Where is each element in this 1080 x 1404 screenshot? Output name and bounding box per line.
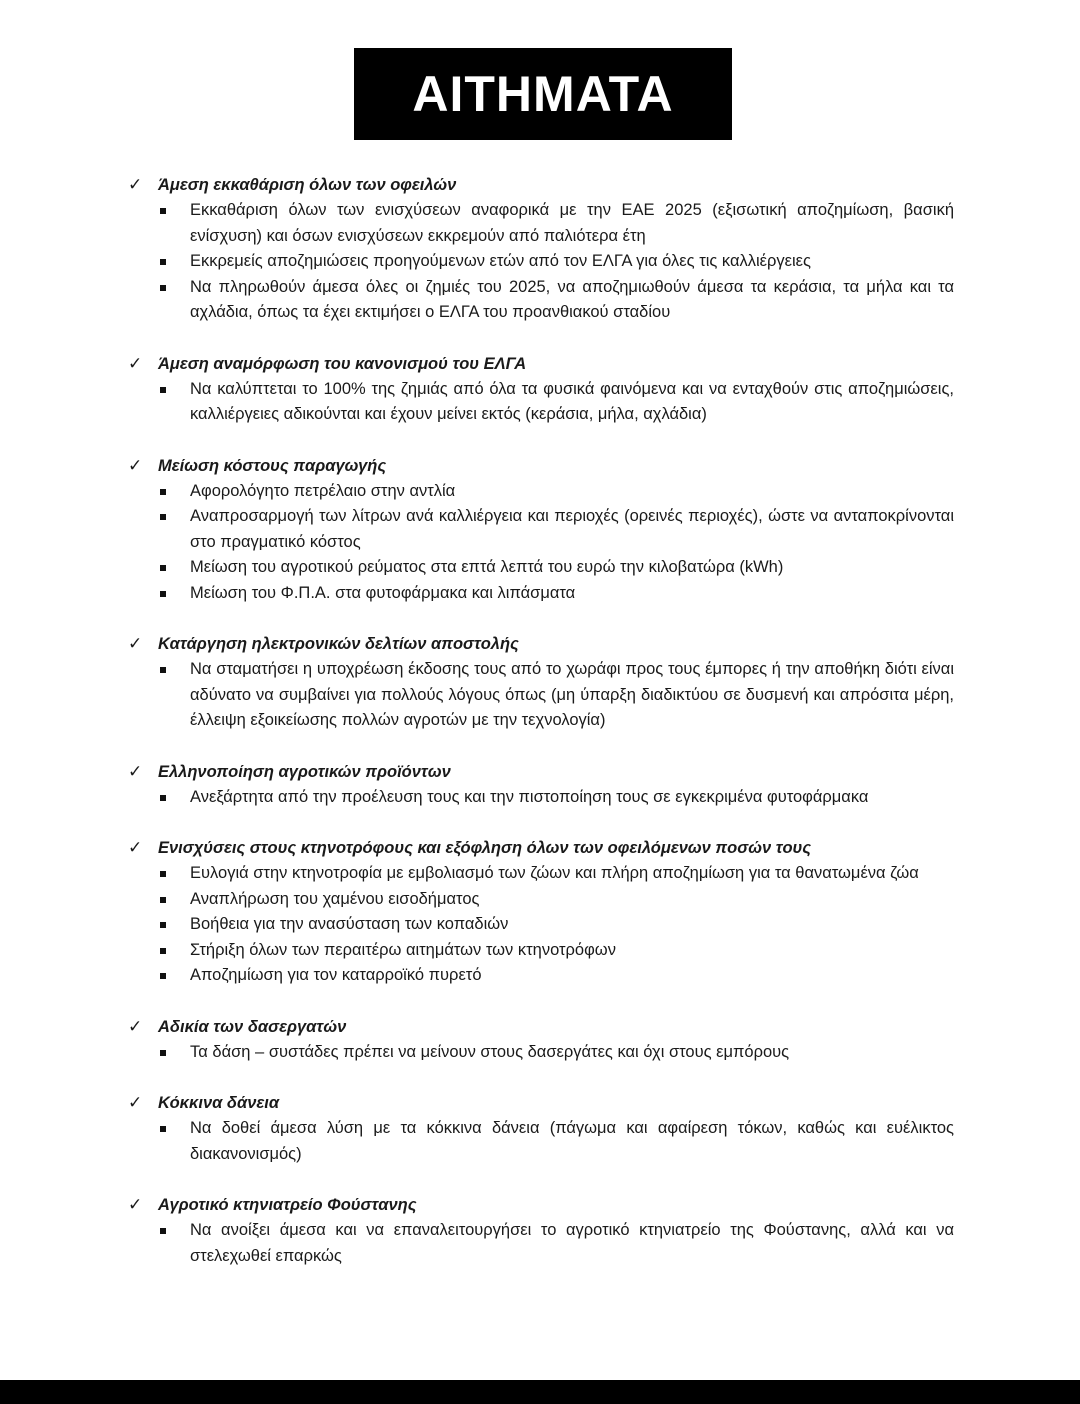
- list-item-text: Αφορολόγητο πετρέλαιο στην αντλία: [190, 481, 456, 500]
- section-heading: [128, 351, 954, 377]
- section-title: Ενισχύσεις στους κτηνοτρόφους και εξόφληση όλων των οφειλόμενων ποσών τους: [158, 839, 812, 857]
- section-heading: [128, 1192, 954, 1218]
- square-bullet-icon: [128, 1040, 190, 1066]
- demand-section: [128, 351, 954, 428]
- demand-section: [128, 453, 954, 607]
- section-title: Ελληνοποίηση αγροτικών προϊόντων: [158, 762, 451, 781]
- square-bullet-icon: [128, 504, 190, 530]
- square-bullet-icon: [128, 198, 190, 224]
- square-bullet-icon: [128, 887, 190, 913]
- section-title: Κόκκινα δάνεια: [158, 1094, 280, 1112]
- section-heading: [128, 1090, 954, 1116]
- list-item: [128, 581, 954, 607]
- list-item: [128, 657, 954, 734]
- section-title: Αγροτικό κτηνιατρείο Φούστανης: [158, 1196, 417, 1214]
- square-bullet-icon: [128, 861, 190, 887]
- demand-section: [128, 759, 954, 811]
- checkmark-icon: ✓: [128, 175, 143, 194]
- list-item-text: Στήριξη όλων των περαιτέρω αιτημάτων των κτηνοτρόφων: [190, 940, 616, 959]
- square-bullet-icon: [128, 963, 190, 989]
- section-items: [128, 377, 954, 428]
- square-bullet-icon: [128, 479, 190, 505]
- demand-section: [128, 631, 954, 734]
- list-item-text: Τα δάση – συστάδες πρέπει να μείνουν στους δασεργάτες και όχι στους εμπόρους: [190, 1042, 790, 1061]
- section-title: Άμεση αναμόρφωση του κανονισμού του ΕΛΓΑ: [158, 354, 527, 373]
- square-bullet-icon: [128, 1218, 190, 1244]
- section-items: [128, 479, 954, 607]
- section-heading: [128, 453, 954, 479]
- section-items: [128, 1218, 954, 1269]
- list-item: [128, 887, 954, 913]
- checkmark-icon: ✓: [128, 1016, 143, 1036]
- page-title: ΑΙΤΗΜΑΤΑ: [412, 66, 674, 122]
- list-item-text: Αποζημίωση για τον καταρροϊκό πυρετό: [190, 966, 482, 984]
- demand-section: [128, 835, 954, 989]
- demand-section: [128, 172, 954, 326]
- checkmark-icon: ✓: [128, 1195, 143, 1214]
- list-item-text: Εκκαθάριση όλων των ενισχύσεων αναφορικά με την ΕΑΕ 2025 (εξισωτική αποζημίωση, βασική ενίσχυση) και όσων ενισχύσεων εκκρεμούν από παλιότερα έτη: [190, 201, 954, 245]
- list-item-text: Εκκρεμείς αποζημιώσεις προηγούμενων ετών από τον ΕΛΓΑ για όλες τις καλλιέργειες: [190, 252, 811, 270]
- list-item-text: Ευλογιά στην κτηνοτροφία με εμβολιασμό των ζώων και πλήρη αποζημίωση για τα θανατωμένα ζώα: [190, 864, 919, 882]
- list-item: [128, 249, 954, 275]
- section-title: Μείωση κόστους παραγωγής: [158, 456, 387, 475]
- checkmark-icon: ✓: [128, 1093, 143, 1112]
- square-bullet-icon: [128, 377, 190, 403]
- checkmark-icon: ✓: [128, 838, 143, 857]
- section-heading: [128, 1014, 954, 1040]
- list-item-text: Ανεξάρτητα από την προέλευση τους και την πιστοποίηση τους σε εγκεκριμένα φυτοφάρμακα: [190, 787, 869, 806]
- demand-section: [128, 1014, 954, 1066]
- checkmark-icon: ✓: [128, 353, 143, 373]
- demand-section: [128, 1192, 954, 1269]
- section-items: [128, 198, 954, 326]
- list-item-text: Να δοθεί άμεσα λύση με τα κόκκινα δάνεια (πάγωμα και αφαίρεση τόκων, καθώς και ευέλικτος διακανονισμός): [190, 1119, 954, 1163]
- list-item: [128, 1040, 954, 1066]
- list-item: [128, 275, 954, 326]
- list-item: [128, 504, 954, 555]
- list-item-text: Να σταματήσει η υποχρέωση έκδοσης τους από το χωράφι προς τους έμπορες ή την αποθήκη διότι είναι αδύνατο να συμβαίνει για πολλούς λόγους όπως (μη ύπαρξη διαδικτύου σε δυσμενή και απρόσιτα μέρη, έλλειψη εξοικείωσης πολλών αγροτών με την τεχνολογία): [190, 660, 954, 729]
- checkmark-icon: ✓: [128, 761, 143, 781]
- list-item: [128, 1218, 954, 1269]
- list-item: [128, 938, 954, 964]
- list-item-text: Αναπλήρωση του χαμένου εισοδήματος: [190, 889, 480, 908]
- list-item: [128, 198, 954, 249]
- section-heading: [128, 172, 954, 198]
- list-item-text: Βοήθεια για την ανασύσταση των κοπαδιών: [190, 915, 509, 933]
- list-item: [128, 861, 954, 887]
- list-item-text: Να καλύπτεται το 100% της ζημιάς από όλα τα φυσικά φαινόμενα και να ενταχθούν στις αποζημιώσεις, καλλιέργειες αδικούνται και έχουν μείνει εκτός (κεράσια, μήλα, αχλάδια): [190, 379, 954, 423]
- square-bullet-icon: [128, 938, 190, 964]
- list-item: [128, 479, 954, 505]
- square-bullet-icon: [128, 785, 190, 811]
- section-heading: [128, 835, 954, 861]
- title-banner: [354, 48, 732, 140]
- list-item-text: Μείωση του αγροτικού ρεύματος στα επτά λεπτά του ευρώ την κιλοβατώρα (kWh): [190, 558, 784, 576]
- list-item-text: Αναπροσαρμογή των λίτρων ανά καλλιέργεια και περιοχές (ορεινές περιοχές), ώστε να ανταποκρίνονται στο πραγματικό κόστος: [190, 507, 954, 551]
- square-bullet-icon: [128, 581, 190, 607]
- list-item: [128, 785, 954, 811]
- list-item: [128, 1116, 954, 1167]
- section-title: Κατάργηση ηλεκτρονικών δελτίων αποστολής: [158, 635, 519, 653]
- square-bullet-icon: [128, 1116, 190, 1142]
- section-items: [128, 861, 954, 989]
- square-bullet-icon: [128, 657, 190, 683]
- square-bullet-icon: [128, 912, 190, 938]
- demands-list: [128, 172, 954, 1294]
- checkmark-icon: ✓: [128, 634, 143, 653]
- section-items: [128, 1040, 954, 1066]
- section-items: [128, 1116, 954, 1167]
- square-bullet-icon: [128, 555, 190, 581]
- square-bullet-icon: [128, 249, 190, 275]
- section-heading: [128, 759, 954, 785]
- checkmark-icon: ✓: [128, 455, 143, 475]
- list-item: [128, 377, 954, 428]
- square-bullet-icon: [128, 275, 190, 301]
- list-item-text: Μείωση του Φ.Π.Α. στα φυτοφάρμακα και λιπάσματα: [190, 583, 576, 602]
- list-item: [128, 912, 954, 938]
- demand-section: [128, 1090, 954, 1167]
- section-title: Αδικία των δασεργατών: [158, 1017, 347, 1036]
- list-item-text: Να πληρωθούν άμεσα όλες οι ζημιές του 2025, να αποζημιωθούν άμεσα τα κεράσια, τα μήλα και τα αχλάδια, όπως τα έχει εκτιμήσει ο ΕΛΓΑ του προανθιακού σταδίου: [190, 277, 954, 321]
- list-item: [128, 963, 954, 989]
- section-items: [128, 657, 954, 734]
- section-title: Άμεση εκκαθάριση όλων των οφειλών: [158, 176, 457, 194]
- section-items: [128, 785, 954, 811]
- list-item: [128, 555, 954, 581]
- list-item-text: Να ανοίξει άμεσα και να επαναλειτουργήσει το αγροτικό κτηνιατρείο της Φούστανης, αλλά και να στελεχωθεί επαρκώς: [190, 1221, 954, 1265]
- section-heading: [128, 631, 954, 657]
- bottom-bar: [0, 1380, 1080, 1404]
